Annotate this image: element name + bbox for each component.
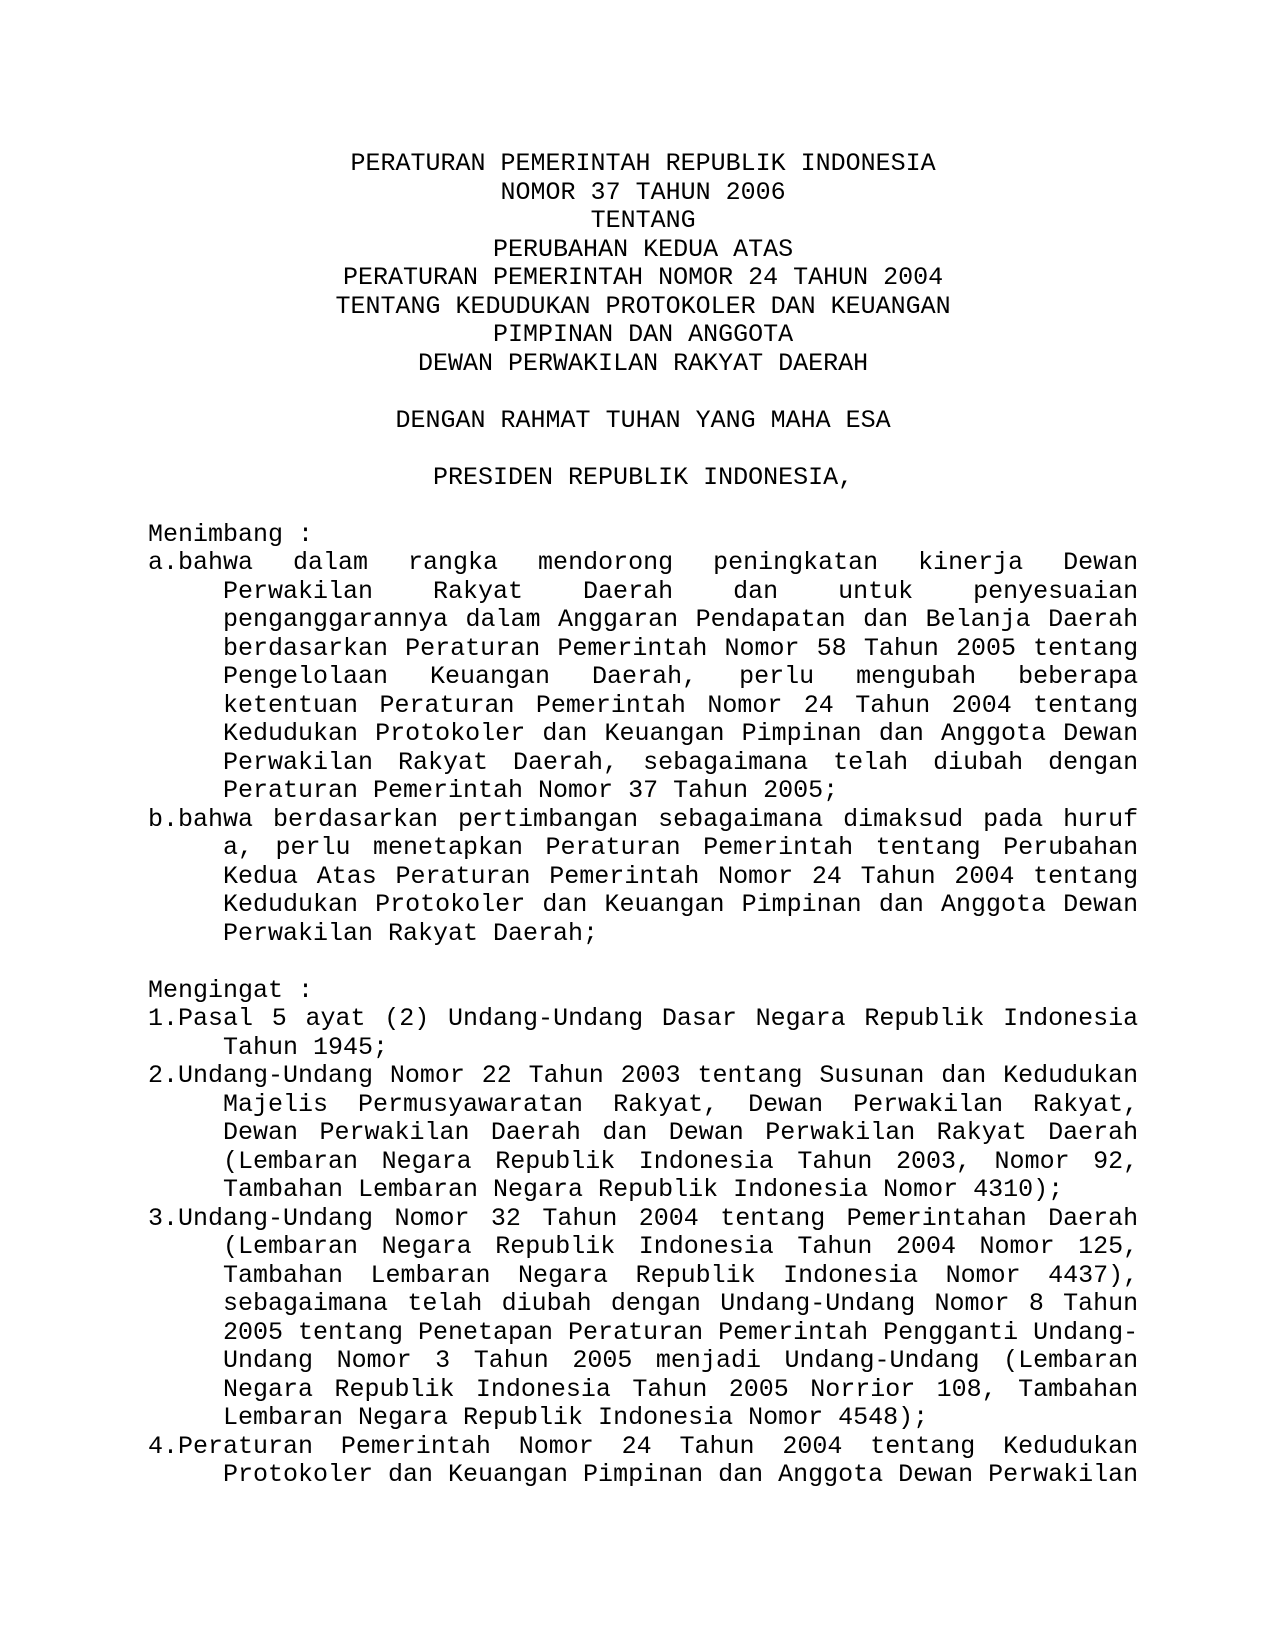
motto-line: DENGAN RAHMAT TUHAN YANG MAHA ESA bbox=[395, 405, 891, 435]
issuer-line: PRESIDEN REPUBLIK INDONESIA, bbox=[433, 462, 854, 492]
legal-basis-item-4: 4.Peraturan Pemerintah Nomor 24 Tahun 2004 tentang Kedudukan Protokoler dan Keuangan Pimpinan dan Anggota Dewan Perwakilan bbox=[148, 1431, 1139, 1489]
title-line-7: PIMPINAN DAN ANGGOTA bbox=[493, 320, 794, 349]
title-line-3: TENTANG bbox=[590, 206, 696, 235]
title-line-1: PERATURAN PEMERINTAH REPUBLIK INDONESIA bbox=[350, 149, 936, 178]
legal-basis-item-1: 1.Pasal 5 ayat (2) Undang-Undang Dasar Negara Republik Indonesia Tahun 1945; bbox=[148, 1004, 1139, 1062]
legal-basis-item-2: 2.Undang-Undang Nomor 22 Tahun 2003 tentang Susunan dan Kedudukan Majelis Permusyawaratan Rakyat, Dewan Perwakilan Rakyat, Dewan Perwakilan Daerah dan Dewan Perwakilan Rakyat Daerah (Lembaran Negara Republik Indonesia Tahun 2003, Nomor 92, Tambahan Lembaran Negara Republik Indonesia Nomor 4310); bbox=[148, 1061, 1139, 1204]
title-line-4: PERUBAHAN KEDUA ATAS bbox=[493, 234, 794, 264]
considering-label: Menimbang : bbox=[148, 519, 314, 549]
legal-basis-item-3: 3.Undang-Undang Nomor 32 Tahun 2004 tentang Pemerintahan Daerah (Lembaran Negara Republik Indonesia Tahun 2004 Nomor 125, Tambahan Lembaran Negara Republik Indonesia Nomor 4437), sebagaimana telah diubah dengan Undang-Undang Nomor 8 Tahun 2005 tentang Penetapan Peraturan Pemerintah Pengganti Undang-Undang Nomor 3 Tahun 2005 menjadi Undang-Undang (Lembaran Negara Republik Indonesia Tahun 2005 Norrior 108, Tambahan Lembaran Negara Republik Indonesia Nomor 4548); bbox=[148, 1203, 1139, 1432]
title-line-6: TENTANG KEDUDUKAN PROTOKOLER DAN KEUANGAN bbox=[335, 291, 951, 321]
document-title-block bbox=[148, 150, 1138, 378]
title-line-8: DEWAN PERWAKILAN RAKYAT DAERAH bbox=[418, 348, 869, 378]
considering-item-b: b.bahwa berdasarkan pertimbangan sebagaimana dimaksud pada huruf a, perlu menetapkan Peraturan Pemerintah tentang Perubahan Kedua Atas Peraturan Pemerintah Nomor 24 Tahun 2004 tentang Kedudukan Protokoler dan Keuangan Pimpinan dan Anggota Dewan Perwakilan Rakyat Daerah; bbox=[148, 804, 1139, 948]
title-line-5: PERATURAN PEMERINTAH NOMOR 24 TAHUN 2004 bbox=[343, 263, 944, 292]
considering-item-a: a.bahwa dalam rangka mendorong peningkatan kinerja Dewan Perwakilan Rakyat Daerah dan untuk penyesuaian penganggarannya dalam Anggaran Pendapatan dan Belanja Daerah berdasarkan Peraturan Pemerintah Nomor 58 Tahun 2005 tentang Pengelolaan Keuangan Daerah, perlu mengubah beberapa ketentuan Peraturan Pemerintah Nomor 24 Tahun 2004 tentang Kedudukan Protokoler dan Keuangan Pimpinan dan Anggota Dewan Perwakilan Rakyat Daerah, sebagaimana telah diubah dengan Peraturan Pemerintah Nomor 37 Tahun 2005; bbox=[148, 548, 1139, 805]
recalling-label: Mengingat : bbox=[148, 975, 314, 1005]
title-line-2: NOMOR 37 TAHUN 2006 bbox=[500, 177, 786, 207]
document-page bbox=[148, 150, 1138, 1490]
